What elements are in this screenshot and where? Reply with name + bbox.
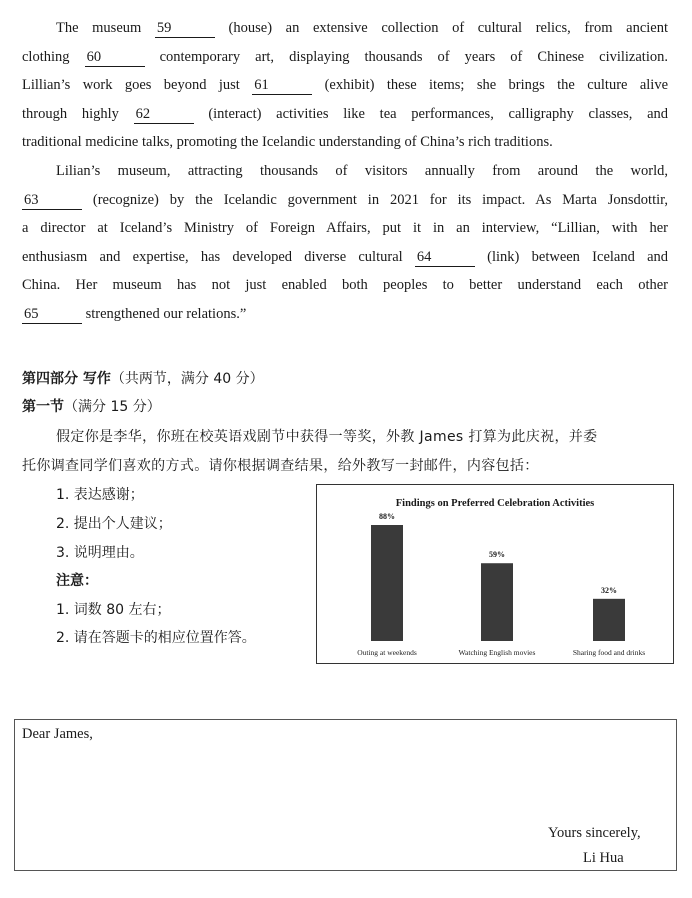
subsection-title: 第一节	[22, 399, 64, 415]
text: (link) between Iceland and	[487, 248, 669, 265]
chart-svg	[317, 485, 673, 663]
prompt-line-2: 托你调查同学们喜欢的方式。请你根据调查结果，给外教写一封邮件，内容包括：	[22, 458, 539, 474]
text: (exhibit) these items; she brings the culture alive	[324, 77, 669, 94]
bar-1	[371, 525, 403, 641]
text: (house) an extensive collection of cultural relics, from ancient	[228, 20, 669, 36]
text: Lillian’s work goes beyond just	[22, 77, 240, 94]
requirement-1: 1. 表达感谢；	[56, 487, 144, 503]
p1-line-1	[22, 14, 668, 43]
p2-line-2	[22, 186, 668, 215]
subsection-heading	[22, 396, 161, 416]
letter-greeting: Dear James,	[22, 726, 93, 742]
passage-paragraph-2	[22, 157, 668, 329]
blank-61[interactable]: 61	[252, 76, 312, 95]
bar-value-label-1: 88%	[379, 512, 395, 521]
text: (interact) activities like tea performances, calligraphy classes, and	[208, 105, 669, 122]
bar-value-label-2: 59%	[489, 550, 505, 560]
chart-title: Findings on Preferred Celebration Activities	[395, 498, 595, 509]
letter-closing: Yours sincerely,	[548, 825, 641, 841]
blank-62[interactable]: 62	[134, 105, 194, 124]
category-label-2: Watching English movies	[458, 648, 536, 657]
text: strengthened our relations.”	[85, 305, 247, 322]
section-heading	[22, 368, 264, 388]
p2-line-5: China. Her museum has not just enabled both peoples to better understand each other	[22, 277, 668, 294]
subsection-note: （满分 15 分）	[64, 399, 161, 415]
text: enthusiasm and expertise, has developed diverse cultural	[22, 248, 403, 265]
blank-60[interactable]: 60	[85, 48, 145, 67]
text: clothing	[22, 48, 70, 65]
note-label: 注意：	[56, 573, 98, 589]
note-1: 1. 词数 80 左右；	[56, 602, 171, 618]
celebration-chart	[316, 484, 674, 664]
requirement-2: 2. 提出个人建议；	[56, 516, 172, 532]
text: The museum	[56, 20, 142, 36]
p2-line-1: Lilian’s museum, attracting thousands of visitors annually from around the world,	[56, 163, 668, 179]
note-2: 2. 请在答题卡的相应位置作答。	[56, 630, 256, 646]
blank-64[interactable]: 64	[415, 248, 475, 267]
text: contemporary art, displaying thousands of years of Chinese civilization.	[159, 48, 668, 65]
requirement-3: 3. 说明理由。	[56, 545, 144, 561]
blank-59[interactable]: 59	[155, 19, 215, 38]
p1-line-5: traditional medicine talks, promoting the Icelandic understanding of China’s rich traditions.	[22, 134, 553, 151]
bar-value-label-3: 32%	[601, 585, 617, 595]
bar-2	[481, 563, 513, 641]
category-label-1: Outing at weekends	[357, 648, 417, 657]
bar-3	[593, 599, 625, 641]
letter-signature: Li Hua	[583, 850, 624, 866]
p1-line-2	[22, 43, 668, 72]
blank-65[interactable]: 65	[22, 305, 82, 324]
p2-line-3: a director at Iceland’s Ministry of Foreign Affairs, put it in an interview, “Lillian, with her	[22, 220, 668, 237]
passage-paragraph-1	[22, 14, 668, 157]
section-note: （共两节，满分 40 分）	[110, 371, 264, 387]
prompt-line-1: 假定你是李华，你班在校英语戏剧节中获得一等奖，外教 James 打算为此庆祝，并委	[56, 429, 598, 445]
answer-box[interactable]	[14, 719, 677, 871]
p2-line-4	[22, 243, 668, 272]
p1-line-4	[22, 100, 668, 129]
p2-line-6	[22, 300, 668, 329]
text: through highly	[22, 105, 119, 122]
text: (recognize) by the Icelandic government in 2021 for its impact. As Marta Jonsdottir,	[92, 191, 669, 208]
category-label-3: Sharing food and drinks	[572, 648, 646, 657]
blank-63[interactable]: 63	[22, 191, 82, 210]
p1-line-3	[22, 71, 668, 100]
section-title: 第四部分 写作	[22, 371, 111, 387]
